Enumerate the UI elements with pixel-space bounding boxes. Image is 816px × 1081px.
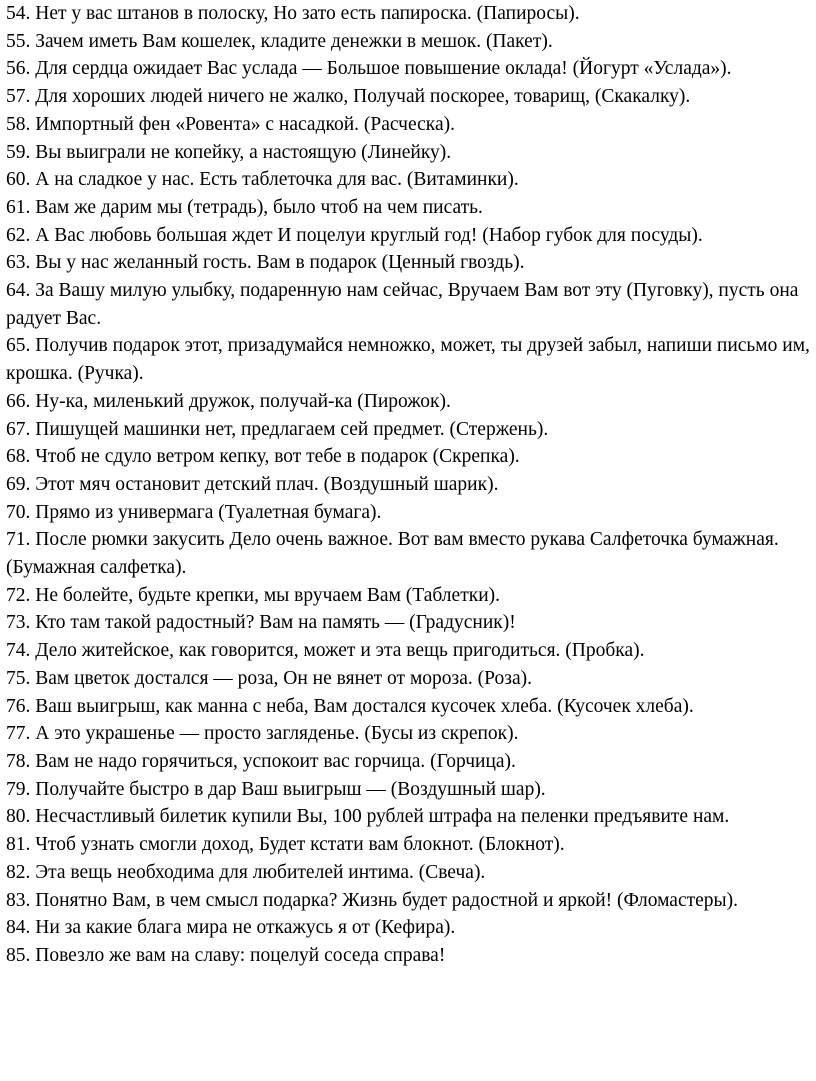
list-item: 57. Для хороших людей ничего не жалко, Получай поскорее, товарищ, (Скакалку). <box>6 86 691 108</box>
list-item: 60. А на сладкое у нас. Есть таблеточка для вас. (Витаминки). <box>6 169 519 191</box>
list-item: 85. Повезло же вам на славу: поцелуй соседа справа! <box>6 944 446 966</box>
list-item: 55. Зачем иметь Вам кошелек, кладите денежки в мешок. (Пакет). <box>6 30 553 52</box>
list-item: 70. Прямо из универмага (Туалетная бумага). <box>6 501 382 523</box>
list-item: 67. Пишущей машинки нет, предлагаем сей предмет. (Стержень). <box>6 418 549 440</box>
list-item: 81. Чтоб узнать смогли доход, Будет кстати вам блокнот. (Блокнот). <box>6 834 565 856</box>
list-item: 64. За Вашу милую улыбку, подаренную нам сейчас, Вручаем Вам вот эту (Пуговку), пусть она радует Вас. <box>6 280 799 329</box>
riddle-list <box>6 0 814 970</box>
list-item: 79. Получайте быстро в дар Ваш выигрыш — (Воздушный шар). <box>6 778 546 800</box>
list-item: 62. А Вас любовь большая ждет И поцелуи круглый год! (Набор губок для посуды). <box>6 224 703 246</box>
list-item: 74. Дело житейское, как говорится, может и эта вещь пригодиться. (Пробка). <box>6 640 645 662</box>
list-item: 68. Чтоб не сдуло ветром кепку, вот тебе в подарок (Скрепка). <box>6 446 520 468</box>
list-item: 73. Кто там такой радостный? Вам на память — (Градусник)! <box>6 612 516 634</box>
list-item: 72. Не болейте, будьте крепки, мы вручаем Вам (Таблетки). <box>6 584 500 606</box>
list-item: 58. Импортный фен «Ровента» с насадкой. (Расческа). <box>6 113 455 135</box>
list-item: 59. Вы выиграли не копейку, а настоящую (Линейку). <box>6 141 452 163</box>
list-item: 61. Вам же дарим мы (тетрадь), было чтоб на чем писать. <box>6 196 483 218</box>
list-item: 78. Вам не надо горячиться, успокоит вас горчица. (Горчица). <box>6 750 516 772</box>
list-item: 63. Вы у нас желанный гость. Вам в подарок (Ценный гвоздь). <box>6 252 525 274</box>
list-item: 83. Понятно Вам, в чем смысл подарка? Жизнь будет радостной и яркой! (Фломастеры). <box>6 889 738 911</box>
list-item: 75. Вам цветок достался — роза, Он не вянет от мороза. (Роза). <box>6 667 532 689</box>
list-item: 69. Этот мяч остановит детский плач. (Воздушный шарик). <box>6 473 499 495</box>
list-item: 54. Нет у вас штанов в полоску, Но зато есть папироска. (Папиросы). <box>6 3 580 24</box>
list-item: 66. Ну-ка, миленький дружок, получай-ка (Пирожок). <box>6 390 451 412</box>
list-item: 82. Эта вещь необходима для любителей интима. (Свеча). <box>6 861 486 883</box>
list-item: 77. А это украшенье — просто загляденье. (Бусы из скрепок). <box>6 723 519 745</box>
list-item: 76. Ваш выигрыш, как манна с неба, Вам достался кусочек хлеба. (Кусочек хлеба). <box>6 695 694 717</box>
list-item: 65. Получив подарок этот, призадумайся немножко, может, ты друзей забыл, напиши письмо им, крошка. (Ручка). <box>6 335 810 385</box>
list-item: 71. После рюмки закусить Дело очень важное. Вот вам вместо рукава Салфеточка бумажная. (Бумажная салфетка). <box>6 529 779 579</box>
list-item: 80. Несчастливый билетик купили Вы, 100 рублей штрафа на пеленки предъявите нам. <box>6 806 730 828</box>
list-item: 84. Ни за какие блага мира не откажусь я от (Кефира). <box>6 917 456 939</box>
list-item: 56. Для сердца ожидает Вас услада — Большое повышение оклада! (Йогурт «Услада»). <box>6 58 732 80</box>
